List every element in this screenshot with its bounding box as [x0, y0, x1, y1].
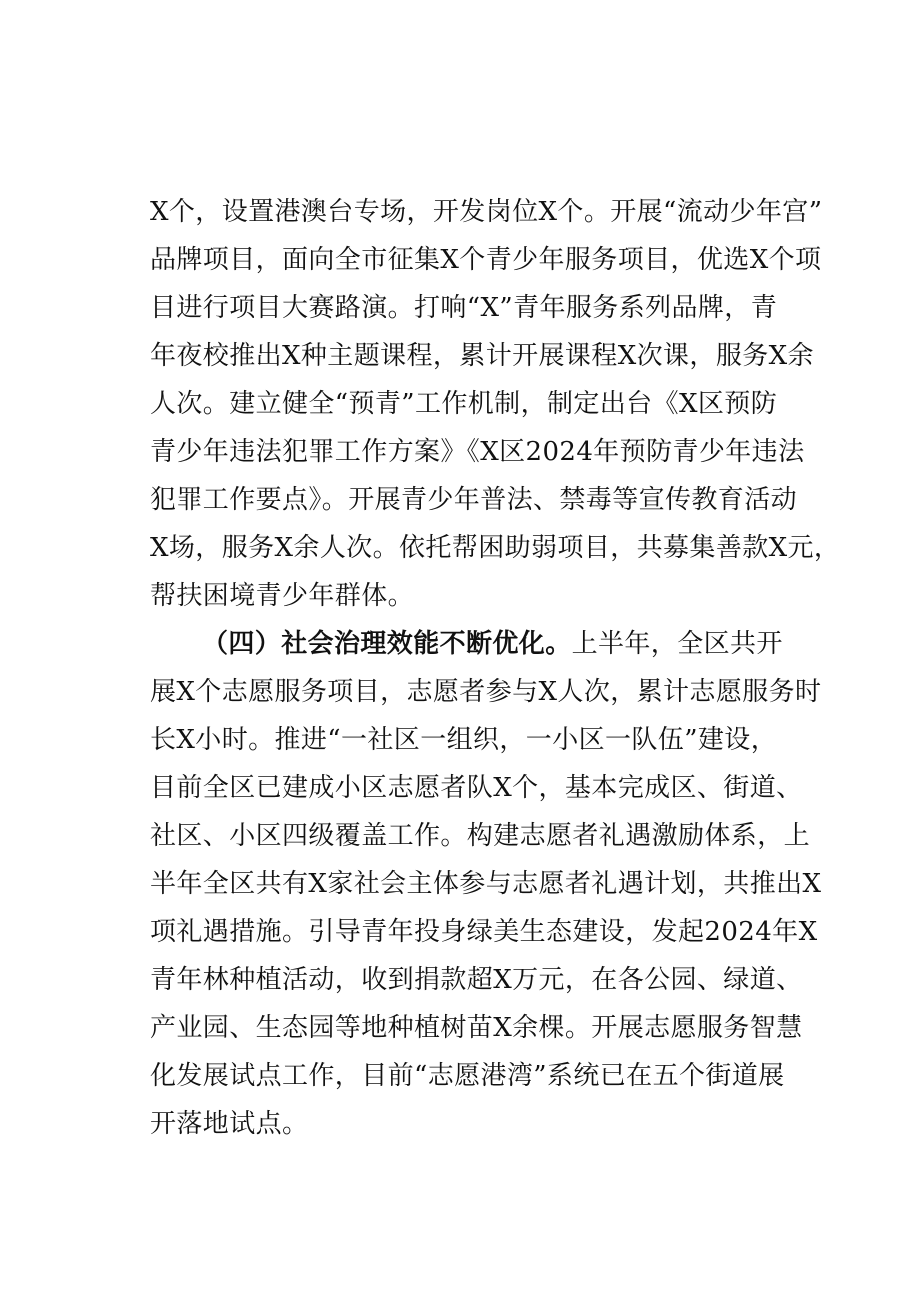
text-line: 青少年违法犯罪工作方案》《X区2024年预防青少年违法 — [150, 437, 805, 467]
text-line: 年夜校推出X种主题课程，累计开展课程X次课，服务X余 — [150, 341, 814, 371]
text-line: 社区、小区四级覆盖工作。构建志愿者礼遇激励体系，上 — [150, 821, 811, 851]
text-line: 半年全区共有X家社会主体参与志愿者礼遇计划，共推出X — [150, 869, 822, 899]
text-line: 犯罪工作要点》。开展青少年普法、禁毒等宣传教育活动 — [150, 485, 798, 515]
text-line: 目前全区已建成小区志愿者队X个，基本完成区、街道、 — [150, 773, 803, 803]
heading-line-text: 上半年，全区共开 — [571, 629, 783, 659]
text-line: 开落地试点。 — [150, 1109, 309, 1139]
text-line: 长X小时。推进“一社区一组织，一小区一队伍”建设， — [150, 725, 778, 755]
text-line: 目进行项目大赛路演。打响“X”青年服务系列品牌，青 — [150, 293, 778, 323]
text-line: 项礼遇措施。引导青年投身绿美生态建设，发起2024年X — [150, 917, 818, 947]
text-line: 人次。建立健全“预青”工作机制，制定出台《X区预防 — [150, 389, 778, 419]
text-line: X场，服务X余人次。依托帮困助弱项目，共募集善款X元， — [150, 533, 841, 563]
text-line: 化发展试点工作，目前“志愿港湾”系统已在五个街道展 — [150, 1061, 785, 1091]
section-heading: （四）社会治理效能不断优化。 — [202, 629, 572, 659]
text-line: 帮扶困境青少年群体。 — [150, 581, 415, 611]
text-line: 青年林种植活动，收到捐款超X万元，在各公园、绿道、 — [150, 965, 803, 995]
text-line: 展X个志愿服务项目，志愿者参与X人次，累计志愿服务时 — [150, 677, 822, 707]
text-line: 产业园、生态园等地种植树苗X余棵。开展志愿服务智慧 — [150, 1013, 803, 1043]
paragraph-first-line — [202, 622, 783, 666]
text-line: 品牌项目，面向全市征集X个青少年服务项目，优选X个项 — [150, 245, 822, 275]
text-line: X个，设置港澳台专场，开发岗位X个。开展“流动少年宫” — [150, 197, 823, 227]
